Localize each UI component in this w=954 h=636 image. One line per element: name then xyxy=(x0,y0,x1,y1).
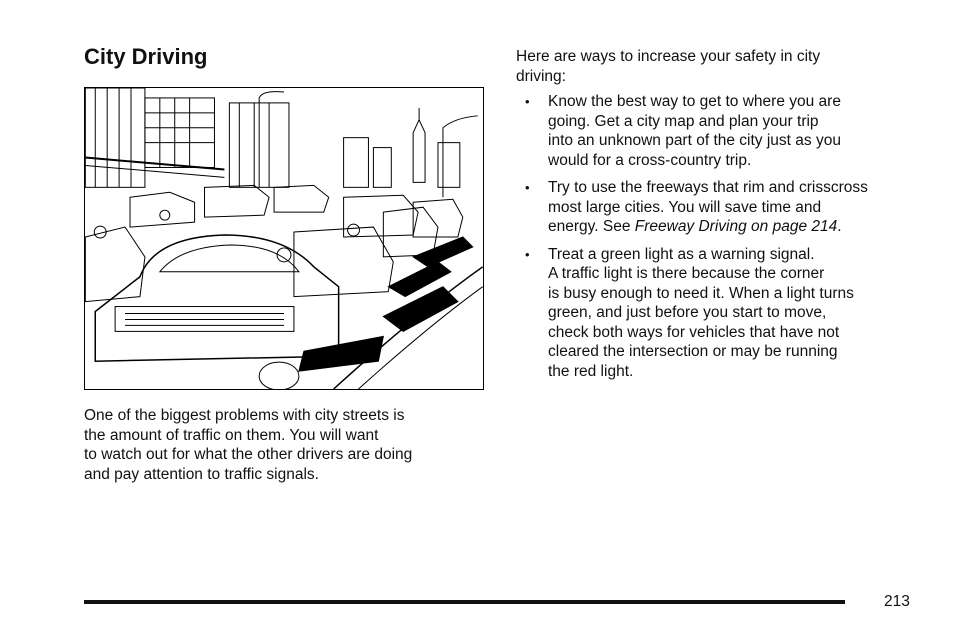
safety-tips-list xyxy=(516,92,926,381)
front-car-body xyxy=(95,235,338,361)
list-item-text: . xyxy=(837,218,842,235)
list-item xyxy=(516,92,926,170)
list-item-line: going. Get a city map and plan your trip xyxy=(548,112,819,130)
list-item-line: check both ways for vehicles that have not xyxy=(548,323,840,341)
bullet-icon: • xyxy=(525,180,530,195)
section-title: City Driving xyxy=(84,44,208,69)
list-item-line: A traffic light is there because the corner xyxy=(548,265,825,282)
list-item-line: would for a cross-country trip. xyxy=(548,151,752,169)
list-item-line: Treat a green light as a warning signal. xyxy=(548,245,815,263)
bullet-icon: • xyxy=(525,94,530,109)
list-item-line: into an unknown part of the city just as you xyxy=(548,132,841,149)
intro-line: to watch out for what the other drivers are doing xyxy=(84,446,413,463)
building-far-2 xyxy=(373,148,391,188)
list-item-line: the red light. xyxy=(548,362,634,380)
city-traffic-drawing xyxy=(85,88,483,389)
list-item-line: Know the best way to get to where you are xyxy=(548,93,841,110)
intro-line: the amount of traffic on them. You will want xyxy=(84,426,379,444)
list-item-line: Try to use the freeways that rim and crisscross xyxy=(548,179,868,196)
list-item-line: green, and just before you start to move, xyxy=(548,304,827,321)
list-item-text: energy. See xyxy=(548,218,635,235)
list-item-line xyxy=(548,217,926,237)
safety-intro-line: driving: xyxy=(516,67,566,85)
list-item xyxy=(516,245,926,382)
footer-rule xyxy=(84,600,845,604)
building-far-1 xyxy=(344,138,369,188)
safety-intro-line: Here are ways to increase your safety in city xyxy=(516,48,821,65)
safety-intro-paragraph xyxy=(516,47,916,86)
bullet-icon: • xyxy=(525,246,530,262)
list-item xyxy=(516,178,926,237)
list-item-line: cleared the intersection or may be running xyxy=(548,343,838,360)
page-number: 213 xyxy=(884,593,910,610)
list-item-line: most large cities. You will save time and xyxy=(548,198,822,216)
intro-paragraph xyxy=(84,406,484,484)
list-item-line: is busy enough to need it. When a light turns xyxy=(548,284,854,302)
intro-line: and pay attention to traffic signals. xyxy=(84,465,319,483)
tower-spire xyxy=(413,120,425,183)
cross-reference-link[interactable]: Freeway Driving on page 214 xyxy=(634,218,838,235)
intro-line: One of the biggest problems with city streets is xyxy=(84,407,405,424)
city-traffic-illustration xyxy=(84,87,484,390)
building-center xyxy=(145,98,215,168)
street-light xyxy=(259,92,284,188)
building-far-3 xyxy=(438,143,460,188)
building-left xyxy=(85,88,145,187)
